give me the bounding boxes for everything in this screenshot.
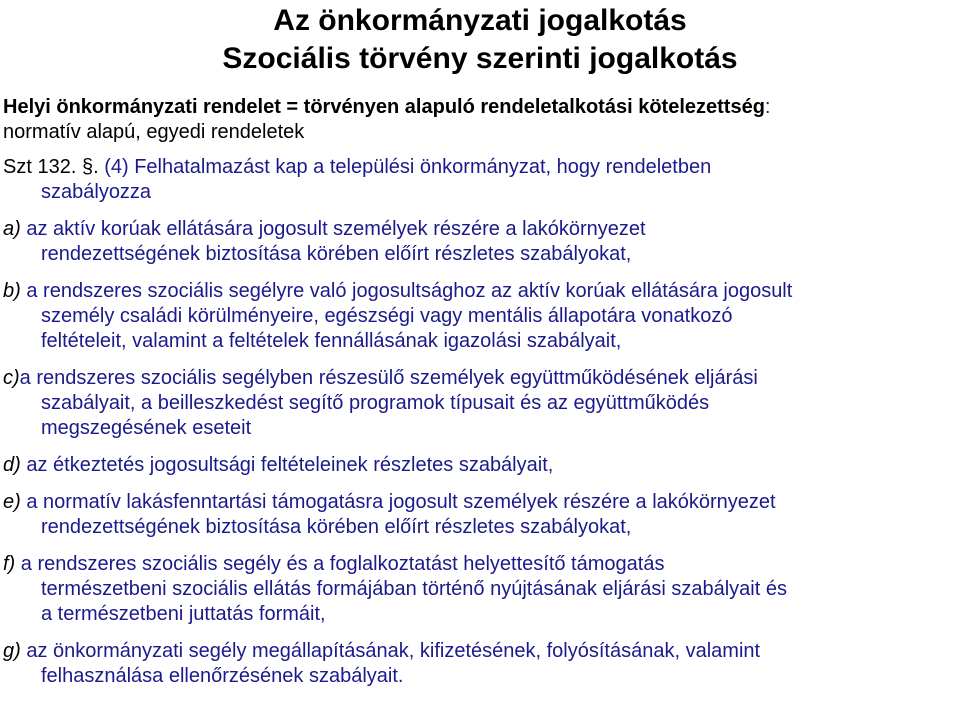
- item-letter-a: a): [3, 218, 21, 240]
- list-item-a-line-2: [3, 242, 955, 267]
- list-item-f-line-3: [3, 602, 955, 627]
- item-letter-f: f): [3, 553, 16, 575]
- item-f-text-3: a természetbeni juttatás formáit,: [41, 603, 326, 625]
- list-item-c-line-2: [3, 391, 955, 416]
- intro-line-2-text: normatív alapú, egyedi rendeletek: [3, 121, 305, 143]
- list-item-g-line-2: [3, 664, 955, 689]
- section-prefix: Szt 132.: [3, 156, 77, 178]
- item-c-text-1: a rendszeres szociális segélyben részesülő személyek együttműködésének eljárási: [19, 367, 758, 389]
- item-e-text-2: rendezettségének biztosítása körében előírt részletes szabályokat,: [41, 516, 632, 538]
- item-a-text-2: rendezettségének biztosítása körében előírt részletes szabályokat,: [41, 243, 632, 265]
- title-line-2: Szociális törvény szerinti jogalkotás: [222, 42, 738, 75]
- list-item-f-line-1: [3, 552, 955, 577]
- list-item-f-line-2: [3, 577, 955, 602]
- intro-colon: :: [764, 96, 771, 118]
- section-text-2: szabályozza: [41, 181, 152, 203]
- section-heading-line-1: [3, 155, 955, 180]
- item-letter-e: e): [3, 491, 21, 513]
- section-heading-line-2: [3, 180, 955, 205]
- item-c-text-2: szabályait, a beilleszkedést segítő programok típusait és az együttműködés: [41, 392, 710, 414]
- slide-title: [0, 0, 960, 78]
- section-mark: §.: [76, 156, 99, 178]
- list-item-g-line-1: [3, 639, 955, 664]
- item-letter-g: g): [3, 640, 21, 662]
- item-e-text-1: a normatív lakásfenntartási támogatásra jogosult személyek részére a lakókörnyezet: [20, 491, 776, 513]
- item-letter-c: c): [3, 367, 20, 389]
- list-item-b-line-1: [3, 279, 955, 304]
- item-b-text-2: személy családi körülményeire, egészségi vagy mentális állapotára vonatkozó: [41, 305, 733, 327]
- title-line-1: Az önkormányzati jogalkotás: [273, 4, 687, 37]
- item-c-text-3: megszegésének eseteit: [41, 417, 252, 439]
- list-item-b-line-3: [3, 329, 955, 354]
- slide-body: [3, 95, 955, 689]
- intro-line-2: [3, 120, 955, 145]
- intro-bold: Helyi önkormányzati rendelet = törvényen alapuló rendeletalkotási kötelezettség: [3, 96, 765, 118]
- item-b-text-1: a rendszeres szociális segélyre való jogosultsághoz az aktív korúak ellátására jogosult: [20, 280, 793, 302]
- list-item-c-line-1: [3, 366, 955, 391]
- intro-line-1: [3, 95, 955, 120]
- item-a-text-1: az aktív korúak ellátására jogosult személyek részére a lakókörnyezet: [20, 218, 646, 240]
- item-f-text-1: a rendszeres szociális segély és a foglalkoztatást helyettesítő támogatás: [15, 553, 665, 575]
- item-d-text-1: az étkeztetés jogosultsági feltételeinek részletes szabályait,: [20, 454, 554, 476]
- item-letter-d: d): [3, 454, 21, 476]
- item-g-text-1: az önkormányzati segély megállapításának, kifizetésének, folyósításának, valamint: [20, 640, 761, 662]
- item-g-text-2: felhasználása ellenőrzésének szabályait.: [41, 665, 404, 687]
- list-item-b-line-2: [3, 304, 955, 329]
- list-item-e-line-1: [3, 490, 955, 515]
- item-b-text-3: feltételeit, valamint a feltételek fennállásának igazolási szabályait,: [41, 330, 622, 352]
- list-item-c-line-3: [3, 416, 955, 441]
- list-item-d-line-1: [3, 453, 955, 478]
- item-f-text-2: természetbeni szociális ellátás formájában történő nyújtásának eljárási szabályait és: [41, 578, 787, 600]
- list-item-a-line-1: [3, 217, 955, 242]
- list-item-e-line-2: [3, 515, 955, 540]
- section-text-1: (4) Felhatalmazást kap a települési önkormányzat, hogy rendeletben: [98, 156, 712, 178]
- item-letter-b: b): [3, 280, 21, 302]
